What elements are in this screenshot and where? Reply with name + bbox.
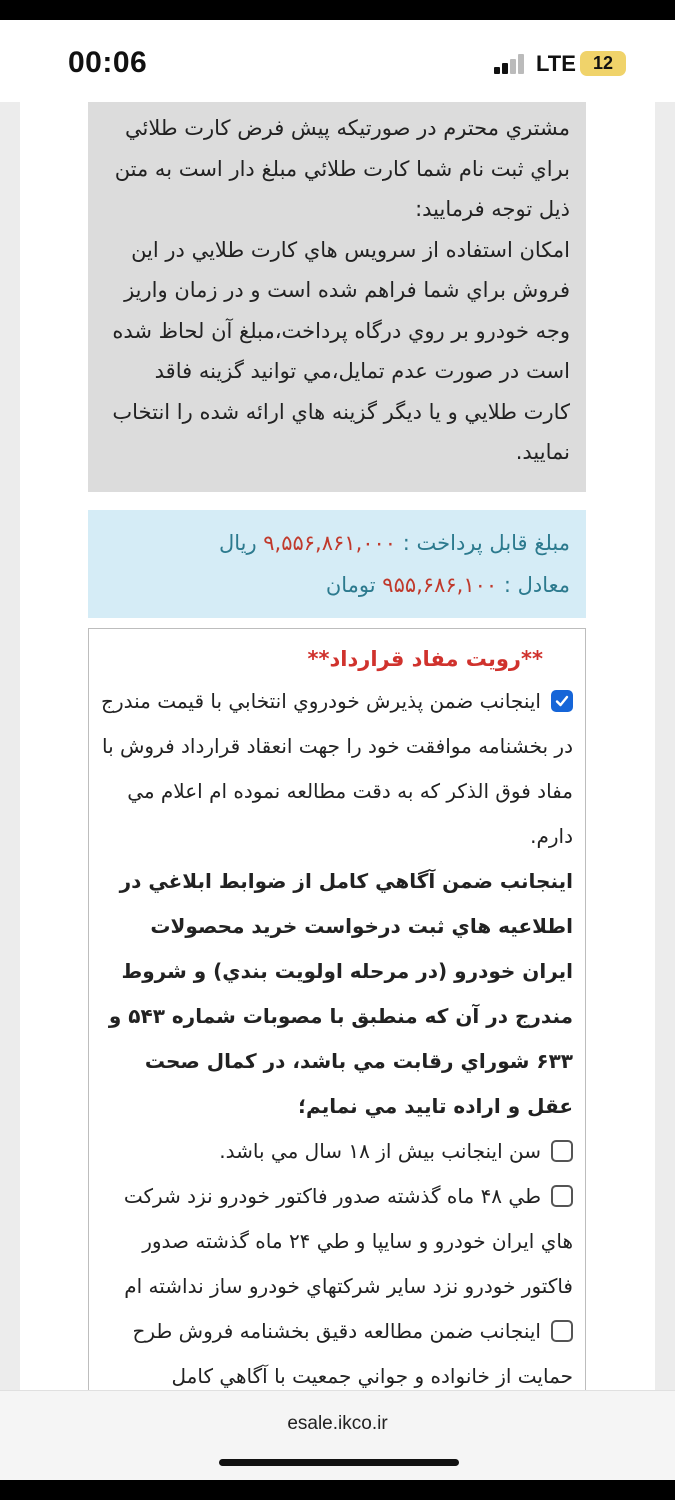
notice-text: مشتري محترم در صورتيكه پيش فرض كارت طلائي براي ثبت نام شما كارت طلائي مبلغ دار است به متن ذيل توجه فرماييد: [114,116,570,221]
contract-item-family-plan[interactable] [97,1309,573,1390]
contract-terms-box [88,628,586,1390]
agree-checkbox[interactable] [551,690,573,712]
payment-equivalent-label: معادل : [497,573,570,597]
family-plan-checkbox[interactable] [551,1320,573,1342]
notice-text-2: امكان استفاده از سرويس هاي كارت طلايي در اين فروش براي شما فراهم شده است و در زمان واريز وجه خودرو بر روي درگاه پرداخت،مبلغ آن لحاظ شده است در صورت عدم تمايل،مي توانيد گزينه فاقد كارت طلايي و يا ديگر گزينه هاي ارائه شده را انتخاب نماييد. [112,237,570,464]
family-plan-text: اينجانب ضمن مطالعه دقيق بخشنامه فروش طرح حمايت از خانواده و جواني جمعيت با آگاهي كامل [132,1319,573,1388]
payment-amount-label: مبلغ قابل پرداخت : [396,531,570,555]
golden-card-notice [88,102,586,492]
age-text: سن اينجانب بيش از ۱۸ سال مي باشد. [219,1139,541,1163]
payment-amount-row [102,522,570,564]
age-checkbox[interactable] [551,1140,573,1162]
contract-item-age[interactable] [97,1129,573,1174]
payment-equivalent-row [102,564,570,606]
payment-equivalent-unit: تومان [325,573,383,597]
invoice-text: طي ۴۸ ماه گذشته صدور فاكتور خودرو نزد شركت هاي ايران خودرو و سايپا و طي ۲۴ ماه گذشته صدور فاكتور خودرو نزد ساير شركتهاي خودرو ساز نداشته ام [123,1184,573,1298]
home-indicator[interactable] [219,1459,459,1466]
url-text[interactable]: esale.ikco.ir [287,1413,388,1434]
invoice-checkbox[interactable] [551,1185,573,1207]
contract-item-invoice[interactable] [97,1174,573,1309]
payment-amount-unit: ریال [218,531,264,555]
status-time: 00:06 [68,46,148,79]
signal-strength-icon [494,54,524,74]
contract-item-agree[interactable] [97,679,573,859]
bottom-black-bar [0,1480,675,1500]
payment-summary [88,510,586,618]
payment-equivalent-value: ۹۵۵,۶۸۶,۱۰۰ [382,573,498,597]
check-icon [555,694,569,708]
status-bar [0,20,675,102]
top-black-bar [0,0,675,20]
battery-icon: 12 [580,51,626,76]
browser-address-bar[interactable] [0,1390,675,1480]
contract-title: **رويت مفاد قرارداد** [307,647,543,671]
web-page [0,102,675,1390]
contract-declaration: اينجانب ضمن آگاهي كامل از ضوابط ابلاغي در اطلاعيه هاي ثبت درخواست خريد محصولات ايران خودرو (در مرحله اولويت بندي) و شروط مندرج در آن كه منطبق با مصوبات شماره ۵۴۳ و ۶۳۳ شوراي رقابت مي باشد، در كمال صحت عقل و اراده تاييد مي نمايم؛ [108,869,573,1118]
payment-amount-value: ۹,۵۵۶,۸۶۱,۰۰۰ [263,531,397,555]
network-type: LTE [536,51,576,76]
agree-text: اينجانب ضمن پذيرش خودروي انتخابي با قيمت مندرج در بخشنامه موافقت خود را جهت انعقاد قرارداد فروش با مفاد فوق الذكر كه به دقت مطالعه نموده ام اعلام مي دارم. [101,689,573,848]
